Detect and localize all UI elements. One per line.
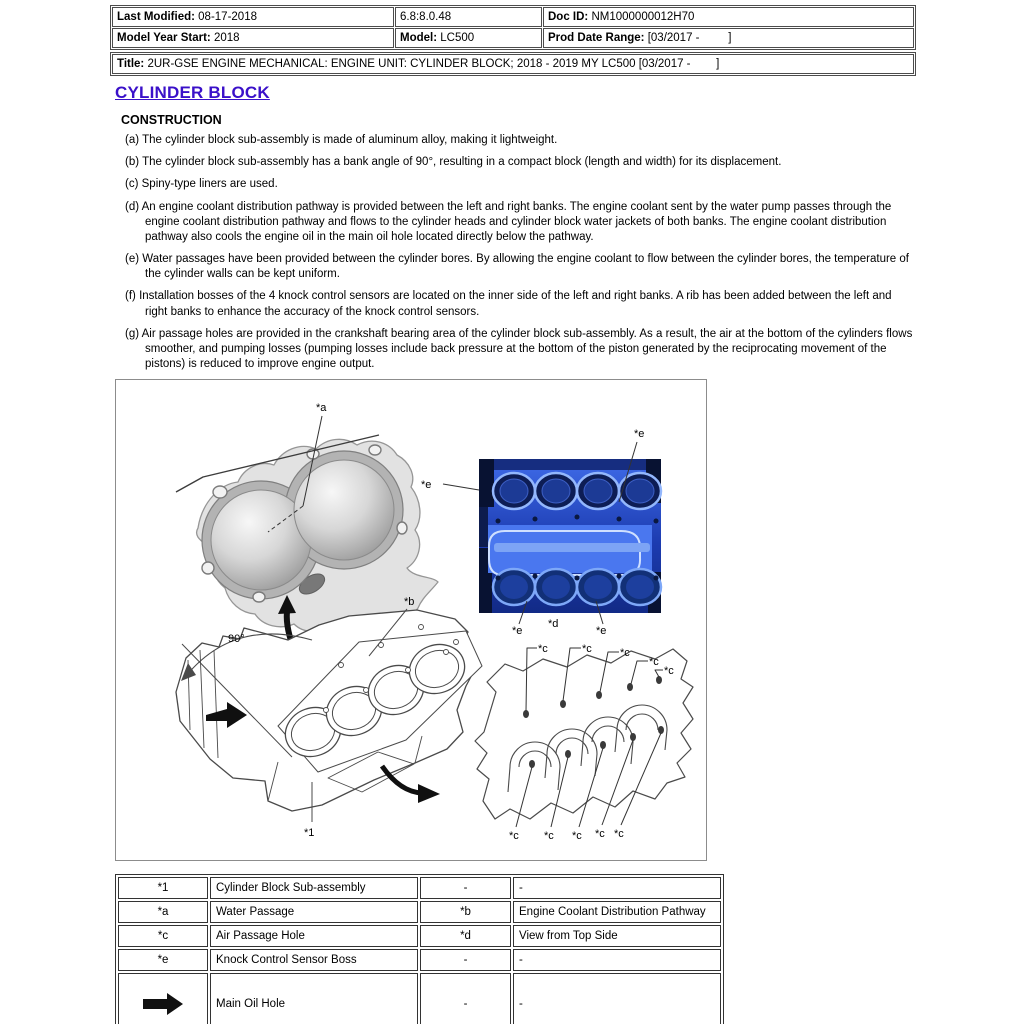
legend-name2-4: -	[513, 949, 721, 971]
legend-sym2-5: -	[420, 973, 511, 1024]
label-c-bottom-1: *c	[509, 830, 519, 842]
construction-item-d: (d) An engine coolant distribution pathway is provided between the left and right banks. The engine coolant sent by the water pump passes through the engine coolant distribution pathway and flows to the cylinder heads and cylinder block water jackets of both banks. The engine coolant distribution pathway also cools the engine oil in the main oil hole located directly below the pathway.	[125, 200, 892, 243]
label-c-top-4: *c	[649, 656, 659, 668]
section-heading: CONSTRUCTION	[121, 113, 222, 127]
cylinder-block-figure	[115, 379, 707, 861]
meta-model: Model: LC500	[395, 28, 542, 48]
label-d: *d	[548, 618, 559, 630]
meta-model-year: Model Year Start: 2018	[112, 28, 394, 48]
legend-name-1: Cylinder Block Sub-assembly	[210, 877, 418, 899]
label-c-top-5: *c	[664, 665, 674, 677]
label-bank-angle: 90°	[228, 633, 245, 645]
label-c-top-2: *c	[582, 643, 592, 655]
meta-version: 6.8:8.0.48	[395, 7, 542, 27]
water-passage-illustration	[176, 402, 438, 644]
legend-sym2-1: -	[420, 877, 511, 899]
legend-row-3	[118, 925, 721, 947]
figure-legend	[115, 874, 724, 1024]
legend-name-2: Water Passage	[210, 901, 418, 923]
label-c-top-3: *c	[620, 647, 630, 659]
construction-list	[125, 133, 913, 379]
legend-sym-4: *e	[118, 949, 208, 971]
meta-prod-date-range: Prod Date Range: [03/2017 - ]	[543, 28, 914, 48]
legend-sym2-4: -	[420, 949, 511, 971]
doc-header	[110, 5, 916, 76]
cylinder-block-diagram	[116, 380, 706, 860]
legend-table	[115, 874, 724, 1024]
construction-item-b: (b) The cylinder block sub-assembly has a bank angle of 90°, resulting in a compact block (length and width) for its displacement.	[125, 156, 782, 169]
label-a: *a	[316, 402, 327, 414]
doc-meta-table	[110, 5, 916, 50]
legend-sym-2: *a	[118, 901, 208, 923]
construction-item-a: (a) The cylinder block sub-assembly is made of aluminum alloy, making it lightweight.	[125, 134, 558, 146]
cylinder-block-illustration	[176, 596, 482, 839]
legend-name-4: Knock Control Sensor Boss	[210, 949, 418, 971]
meta-last-modified: Last Modified: 08-17-2018	[112, 7, 394, 27]
construction-item-e: (e) Water passages have been provided between the cylinder bores. By allowing the engine coolant to flow between the cylinder bores, the temperature of the cylinder walls can be kept uniform.	[125, 253, 909, 281]
top-view-illustration	[421, 428, 661, 637]
legend-row-1	[118, 877, 721, 899]
legend-row-5	[118, 973, 721, 1024]
legend-name2-1: -	[513, 877, 721, 899]
meta-title: Title: 2UR-GSE ENGINE MECHANICAL: ENGINE UNIT: CYLINDER BLOCK; 2018 - 2019 MY LC500 [03/2017 - ]	[112, 54, 914, 74]
main-oil-hole-legend-arrow-icon	[143, 993, 183, 1015]
label-c-bottom-4: *c	[595, 828, 605, 840]
legend-sym2-2: *b	[420, 901, 511, 923]
label-c-bottom-3: *c	[572, 830, 582, 842]
label-e-left: *e	[421, 479, 432, 491]
legend-row-2	[118, 901, 721, 923]
construction-item-f: (f) Installation bosses of the 4 knock control sensors are located on the inner side of the left and right banks. A rib has been added between the left and right banks to enhance the accuracy of the knock control sensors.	[125, 290, 892, 318]
crankshaft-bearing-cutaway-illustration	[475, 643, 693, 842]
legend-name2-5: -	[513, 973, 721, 1024]
legend-name2-3: View from Top Side	[513, 925, 721, 947]
label-one: *1	[304, 827, 315, 839]
legend-sym2-3: *d	[420, 925, 511, 947]
legend-sym-3: *c	[118, 925, 208, 947]
meta-doc-id: Doc ID: NM1000000012H70	[543, 7, 914, 27]
label-c-top-1: *c	[538, 643, 548, 655]
page-title-link[interactable]: CYLINDER BLOCK	[115, 83, 270, 102]
legend-name-3: Air Passage Hole	[210, 925, 418, 947]
label-c-bottom-2: *c	[544, 830, 554, 842]
construction-item-c: (c) Spiny-type liners are used.	[125, 178, 278, 191]
label-c-bottom-5: *c	[614, 828, 624, 840]
label-e-top-right: *e	[634, 428, 645, 440]
legend-sym-5	[118, 973, 208, 1024]
legend-row-4	[118, 949, 721, 971]
legend-name-5: Main Oil Hole	[210, 973, 418, 1024]
legend-name2-2: Engine Coolant Distribution Pathway	[513, 901, 721, 923]
doc-title-table	[110, 52, 916, 76]
legend-sym-1: *1	[118, 877, 208, 899]
label-b: *b	[404, 596, 415, 608]
label-e-bottom-right: *e	[596, 625, 607, 637]
label-e-bottom-left: *e	[512, 625, 523, 637]
construction-item-g: (g) Air passage holes are provided in the crankshaft bearing area of the cylinder block sub-assembly. As a result, the air at the bottom of the cylinders flows smoother, and pumping losses (pumping losses include back pressure at the bottom of the piston generated by the reciprocating movement of the pistons) is reduced to improve engine output.	[125, 327, 913, 371]
